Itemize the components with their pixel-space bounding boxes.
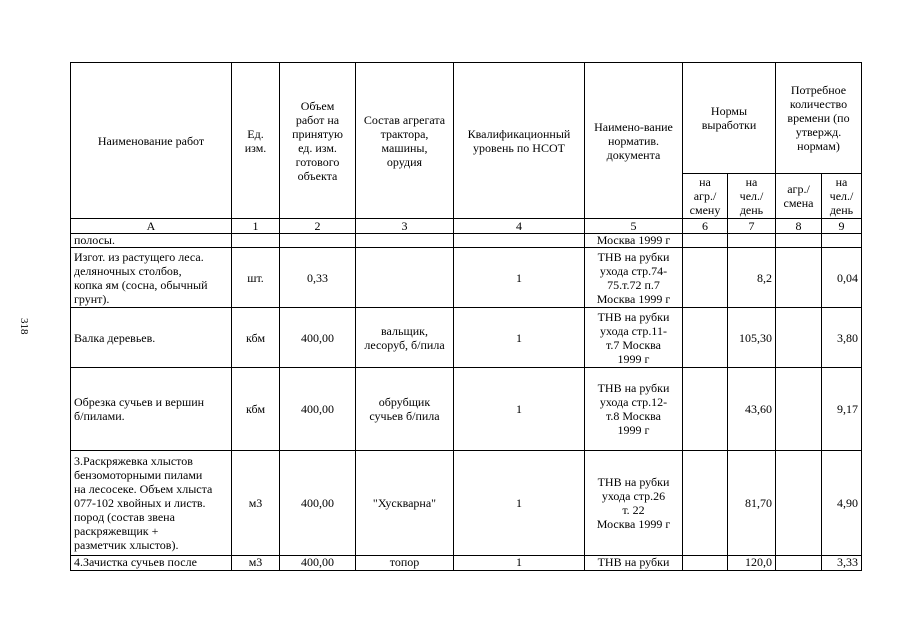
document-cell: Москва 1999 г (585, 234, 683, 248)
norm-per-agr-shift-cell (683, 248, 728, 308)
time-agr-shift-cell (776, 248, 822, 308)
norm-per-person-day-cell: 81,70 (728, 451, 776, 556)
time-person-day-cell: 3,80 (822, 308, 862, 368)
qualification-cell (454, 234, 585, 248)
header-per-agr-shift: на агр./ смену (683, 174, 728, 219)
volume-cell: 0,33 (280, 248, 356, 308)
table-row (71, 308, 862, 368)
document-cell: ТНВ на рубки ухода стр.74- 75.т.72 п.7 Москва 1999 г (585, 248, 683, 308)
work-name-cell: 4.Зачистка сучьев после (71, 556, 232, 571)
column-index: 2 (280, 219, 356, 234)
norm-per-agr-shift-cell (683, 234, 728, 248)
time-agr-shift-cell (776, 451, 822, 556)
composition-cell: вальщик, лесоруб, б/пила (356, 308, 454, 368)
norm-per-agr-shift-cell (683, 308, 728, 368)
time-person-day-cell (822, 234, 862, 248)
composition-cell (356, 234, 454, 248)
qualification-cell: 1 (454, 556, 585, 571)
volume-cell: 400,00 (280, 451, 356, 556)
header-output-norms: Нормы выработки (683, 63, 776, 174)
norm-per-person-day-cell: 43,60 (728, 368, 776, 451)
document-cell: ТНВ на рубки ухода стр.26 т. 22 Москва 1999 г (585, 451, 683, 556)
column-index: А (71, 219, 232, 234)
time-agr-shift-cell (776, 368, 822, 451)
unit-cell: кбм (232, 368, 280, 451)
time-person-day-cell: 9,17 (822, 368, 862, 451)
table-row (71, 368, 862, 451)
composition-cell: топор (356, 556, 454, 571)
column-index: 6 (683, 219, 728, 234)
time-agr-shift-cell (776, 556, 822, 571)
column-index: 3 (356, 219, 454, 234)
work-name-cell: Валка деревьев. (71, 308, 232, 368)
header-unit: Ед. изм. (232, 63, 280, 219)
unit-cell (232, 234, 280, 248)
header-person-day: на чел./ день (822, 174, 862, 219)
header-work-name: Наименование работ (71, 63, 232, 219)
norm-per-person-day-cell (728, 234, 776, 248)
time-agr-shift-cell (776, 308, 822, 368)
composition-cell: "Хускварна" (356, 451, 454, 556)
composition-cell: обрубщик сучьев б/пила (356, 368, 454, 451)
header-agr-shift: агр./ смена (776, 174, 822, 219)
unit-cell: м3 (232, 451, 280, 556)
qualification-cell: 1 (454, 368, 585, 451)
norm-per-person-day-cell: 105,30 (728, 308, 776, 368)
composition-cell (356, 248, 454, 308)
header-time-required: Потребное количество времени (по утвержд. нормам) (776, 63, 862, 174)
qualification-cell: 1 (454, 248, 585, 308)
column-index: 8 (776, 219, 822, 234)
volume-cell: 400,00 (280, 368, 356, 451)
column-index: 1 (232, 219, 280, 234)
volume-cell: 400,00 (280, 556, 356, 571)
document-cell: ТНВ на рубки (585, 556, 683, 571)
work-name-cell: 3.Раскряжевка хлыстов бензомоторными пилами на лесосеке. Объем хлыста 077-102 хвойных и листв. пород (состав звена раскряжевщик + разметчик хлыстов). (71, 451, 232, 556)
table-row (71, 248, 862, 308)
work-name-cell: Изгот. из растущего леса. деляночных столбов, копка ям (сосна, обычный грунт). (71, 248, 232, 308)
header-per-person-day: на чел./ день (728, 174, 776, 219)
column-index: 5 (585, 219, 683, 234)
norm-per-agr-shift-cell (683, 368, 728, 451)
document-cell: ТНВ на рубки ухода стр.11- т.7 Москва 1999 г (585, 308, 683, 368)
header-qualification: Квалификационный уровень по НСОТ (454, 63, 585, 219)
table-row (71, 556, 862, 571)
time-person-day-cell: 3,33 (822, 556, 862, 571)
page-number: 318 (18, 318, 30, 335)
volume-cell (280, 234, 356, 248)
column-index: 7 (728, 219, 776, 234)
norm-per-person-day-cell: 120,0 (728, 556, 776, 571)
norm-per-agr-shift-cell (683, 556, 728, 571)
header-document: Наимено-вание норматив. документа (585, 63, 683, 219)
document-cell: ТНВ на рубки ухода стр.12- т.8 Москва 1999 г (585, 368, 683, 451)
qualification-cell: 1 (454, 308, 585, 368)
time-person-day-cell: 0,04 (822, 248, 862, 308)
time-person-day-cell: 4,90 (822, 451, 862, 556)
norm-per-person-day-cell: 8,2 (728, 248, 776, 308)
work-norms-table (70, 62, 862, 571)
unit-cell: м3 (232, 556, 280, 571)
header-composition: Состав агрегата трактора, машины, орудия (356, 63, 454, 219)
qualification-cell: 1 (454, 451, 585, 556)
volume-cell: 400,00 (280, 308, 356, 368)
table-row (71, 234, 862, 248)
column-index: 4 (454, 219, 585, 234)
table-row (71, 451, 862, 556)
column-index: 9 (822, 219, 862, 234)
work-name-cell: Обрезка сучьев и вершин б/пилами. (71, 368, 232, 451)
unit-cell: шт. (232, 248, 280, 308)
work-name-cell: полосы. (71, 234, 232, 248)
header-volume: Объем работ на принятую ед. изм. готового объекта (280, 63, 356, 219)
norm-per-agr-shift-cell (683, 451, 728, 556)
time-agr-shift-cell (776, 234, 822, 248)
unit-cell: кбм (232, 308, 280, 368)
